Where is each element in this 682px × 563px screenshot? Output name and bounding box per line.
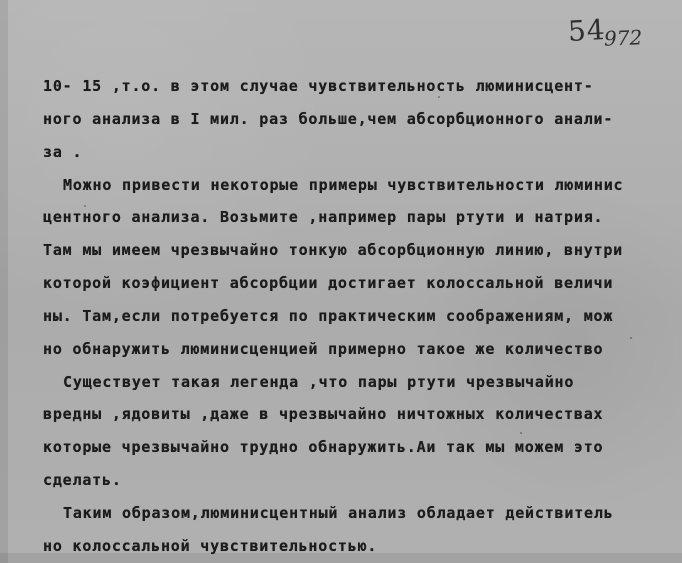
document-line-5: центного анализа. Возьмите ,например пары ртути и натрия. [43,208,604,226]
document-line-13: сделать. [43,471,122,489]
document-line-8: ны. Там,если потребуется по практическим соображениям, мож [43,307,614,325]
ink-speck [84,205,86,207]
document-line-12: которые чрезвычайно трудно обнаружить.Аи так мы можем это [43,438,604,456]
document-line-11: вредны ,ядовиты ,даже в чрезвычайно ничтожных количествах [43,405,604,423]
document-line-3: за . [43,143,83,161]
document-line-10: Существует такая легенда ,что пары ртути чрезвычайно [63,373,575,391]
page-left-shadow [0,0,8,563]
document-line-1: 10- 15 ,т.о. в этом случае чувствительность люминисцент- [43,77,594,95]
document-line-4: Можно привести некоторые примеры чувствительности люминис [63,176,624,194]
document-line-15: но колоссальной чувствительностью. [43,537,378,555]
document-line-9: но обнаружить люминисценцией примерно такое же количество [43,340,604,358]
document-line-7: которой коэфициент абсорбции достигает колоссальной величи [43,274,614,292]
ink-speck [520,432,522,434]
document-line-6: Там мы имеем чрезвычайно тонкую абсорбционную линию, внутри [43,241,624,259]
document-line-14: Таким образом,люминисцентный анализ обладает действитель [63,504,614,522]
ink-speck [438,96,440,98]
page-number: 972 [603,25,643,51]
document-line-2: ного анализа в I мил. раз больше,чем абсорбционного анали- [43,110,614,128]
handwritten-archive-number: 54 [567,13,607,48]
ink-speck [630,337,632,339]
